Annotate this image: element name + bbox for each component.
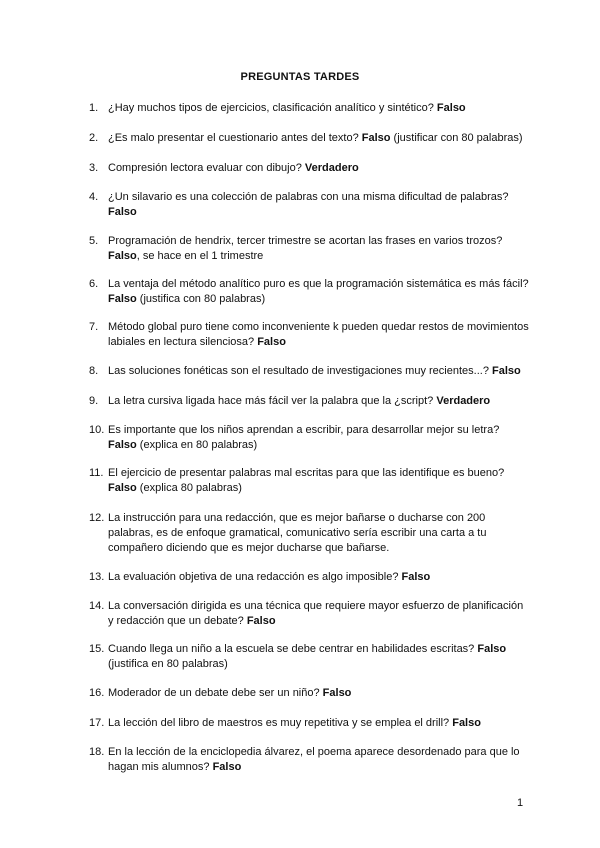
- question-text: ¿Un silavario es una colección de palabras con una misma dificultad de palabras?: [108, 191, 509, 203]
- question-number: 7.: [89, 321, 99, 333]
- question-number: 16.: [89, 687, 105, 699]
- question-text-block: [108, 745, 529, 775]
- question-number: 17.: [89, 717, 105, 729]
- question-text-block: [108, 642, 529, 672]
- answer-label: Falso: [436, 102, 466, 114]
- question-text: ¿Hay muchos tipos de ejercicios, clasificación analítico y sintético?: [108, 102, 437, 114]
- question-item: [89, 745, 529, 775]
- page-title: PREGUNTAS TARDES: [240, 71, 360, 83]
- answer-label: Falso: [108, 206, 137, 218]
- question-number: 11.: [89, 467, 104, 479]
- question-text-block: [108, 686, 529, 701]
- question-text-block: [108, 161, 529, 176]
- answer-label: Verdadero: [436, 395, 491, 407]
- question-number: 3.: [89, 162, 99, 174]
- question-number: 8.: [89, 365, 99, 377]
- question-text-block: [108, 364, 529, 379]
- question-number: 18.: [89, 746, 105, 758]
- answer-label: Falso: [108, 250, 137, 262]
- question-number: 12.: [89, 512, 105, 524]
- question-text: Es importante que los niños aprendan a escribir, para desarrollar mejor su letra?: [108, 424, 500, 436]
- question-number: 5.: [89, 235, 99, 247]
- question-number: 14.: [89, 600, 105, 612]
- question-number: 9.: [89, 395, 99, 407]
- question-text-block: [108, 423, 529, 453]
- answer-label: Falso: [492, 365, 521, 377]
- question-text: La evaluación objetiva de una redacción es algo imposible?: [108, 571, 402, 583]
- question-text-block: [108, 190, 529, 220]
- question-text-block: [108, 277, 529, 307]
- question-item: [89, 161, 529, 176]
- question-number: 1.: [89, 102, 99, 114]
- question-text: Las soluciones fonéticas son el resultado de investigaciones muy recientes...?: [108, 365, 492, 377]
- question-text: Compresión lectora evaluar con dibujo?: [108, 162, 305, 174]
- answer-label: Falso: [108, 482, 137, 494]
- answer-label: Falso: [322, 687, 352, 699]
- question-text: Cuando llega un niño a la escuela se debe centrar en habilidades escritas?: [108, 643, 478, 655]
- answer-label: Falso: [401, 571, 431, 583]
- question-text: La conversación dirigida es una técnica que requiere mayor esfuerzo de planificación y redacción que un debate?: [108, 600, 524, 627]
- answer-label: Falso: [452, 717, 481, 729]
- question-item: [89, 101, 529, 116]
- question-text-block: [108, 234, 529, 264]
- question-text: La instrucción para una redacción, que es mejor bañarse o ducharse con 200 palabras, es de enfoque gramatical, comunicativo sería escribir una carta a tu compañero diciendo que es mejor ducharse que bañarse.: [108, 512, 487, 554]
- question-text: La ventaja del método analítico puro es que la programación sistemática es más fácil?: [108, 278, 529, 290]
- answer-note: (justificar con 80 palabras): [390, 132, 523, 144]
- question-item: [89, 686, 529, 701]
- question-number: 6.: [89, 278, 99, 290]
- question-item: [89, 423, 529, 453]
- question-text: La lección del libro de maestros es muy repetitiva y se emplea el drill?: [108, 717, 453, 729]
- question-text-block: [108, 716, 529, 731]
- question-text-block: [108, 394, 529, 409]
- question-item: [89, 277, 529, 307]
- page-number: 1: [517, 797, 524, 809]
- answer-label: Falso: [212, 761, 242, 773]
- question-item: [89, 466, 529, 496]
- question-text-block: [108, 101, 529, 116]
- question-text: Moderador de un debate debe ser un niño?: [108, 687, 323, 699]
- question-text-block: [108, 320, 529, 350]
- question-item: [89, 190, 529, 220]
- answer-note: (explica en 80 palabras): [136, 439, 258, 451]
- question-text: Método global puro tiene como inconveniente k pueden quedar restos de movimientos labiales en lectura silenciosa?: [108, 321, 529, 348]
- question-item: [89, 131, 529, 146]
- question-number: 4.: [89, 191, 99, 203]
- question-text: La letra cursiva ligada hace más fácil ver la palabra que la ¿script?: [108, 395, 437, 407]
- question-number: 13.: [89, 571, 105, 583]
- question-text: Programación de hendrix, tercer trimestre se acortan las frases en varios trozos?: [108, 235, 503, 247]
- question-text-block: [108, 570, 529, 585]
- answer-note: , se hace en el 1 trimestre: [136, 250, 264, 262]
- answer-label: Falso: [246, 615, 276, 627]
- question-text-block: [108, 599, 529, 629]
- question-item: [89, 599, 529, 629]
- question-item: [89, 364, 529, 379]
- question-item: [89, 234, 529, 264]
- question-text-block: [108, 511, 529, 556]
- question-number: 2.: [89, 132, 99, 144]
- answer-note: (justifica con 80 palabras): [136, 293, 266, 305]
- question-number: 15.: [89, 643, 105, 655]
- question-item: [89, 394, 529, 409]
- answer-note: (justifica en 80 palabras): [108, 658, 228, 670]
- question-item: [89, 570, 529, 585]
- answer-label: Verdadero: [304, 162, 359, 174]
- answer-note: (explica 80 palabras): [136, 482, 242, 494]
- question-number: 10.: [89, 424, 105, 436]
- answer-label: Falso: [108, 439, 137, 451]
- question-text-block: [108, 131, 529, 146]
- question-item: [89, 642, 529, 672]
- question-item: [89, 716, 529, 731]
- question-item: [89, 511, 529, 556]
- answer-label: Falso: [257, 336, 286, 348]
- answer-label: Falso: [108, 293, 137, 305]
- question-text-block: [108, 466, 529, 496]
- question-item: [89, 320, 529, 350]
- answer-label: Falso: [477, 643, 507, 655]
- question-text: El ejercicio de presentar palabras mal escritas para que las identifique es bueno?: [108, 467, 505, 479]
- question-text: En la lección de la enciclopedia álvarez, el poema aparece desordenado para que lo hagan mis alumnos?: [108, 746, 520, 773]
- question-text: ¿Es malo presentar el cuestionario antes del texto?: [108, 132, 362, 144]
- answer-label: Falso: [361, 132, 391, 144]
